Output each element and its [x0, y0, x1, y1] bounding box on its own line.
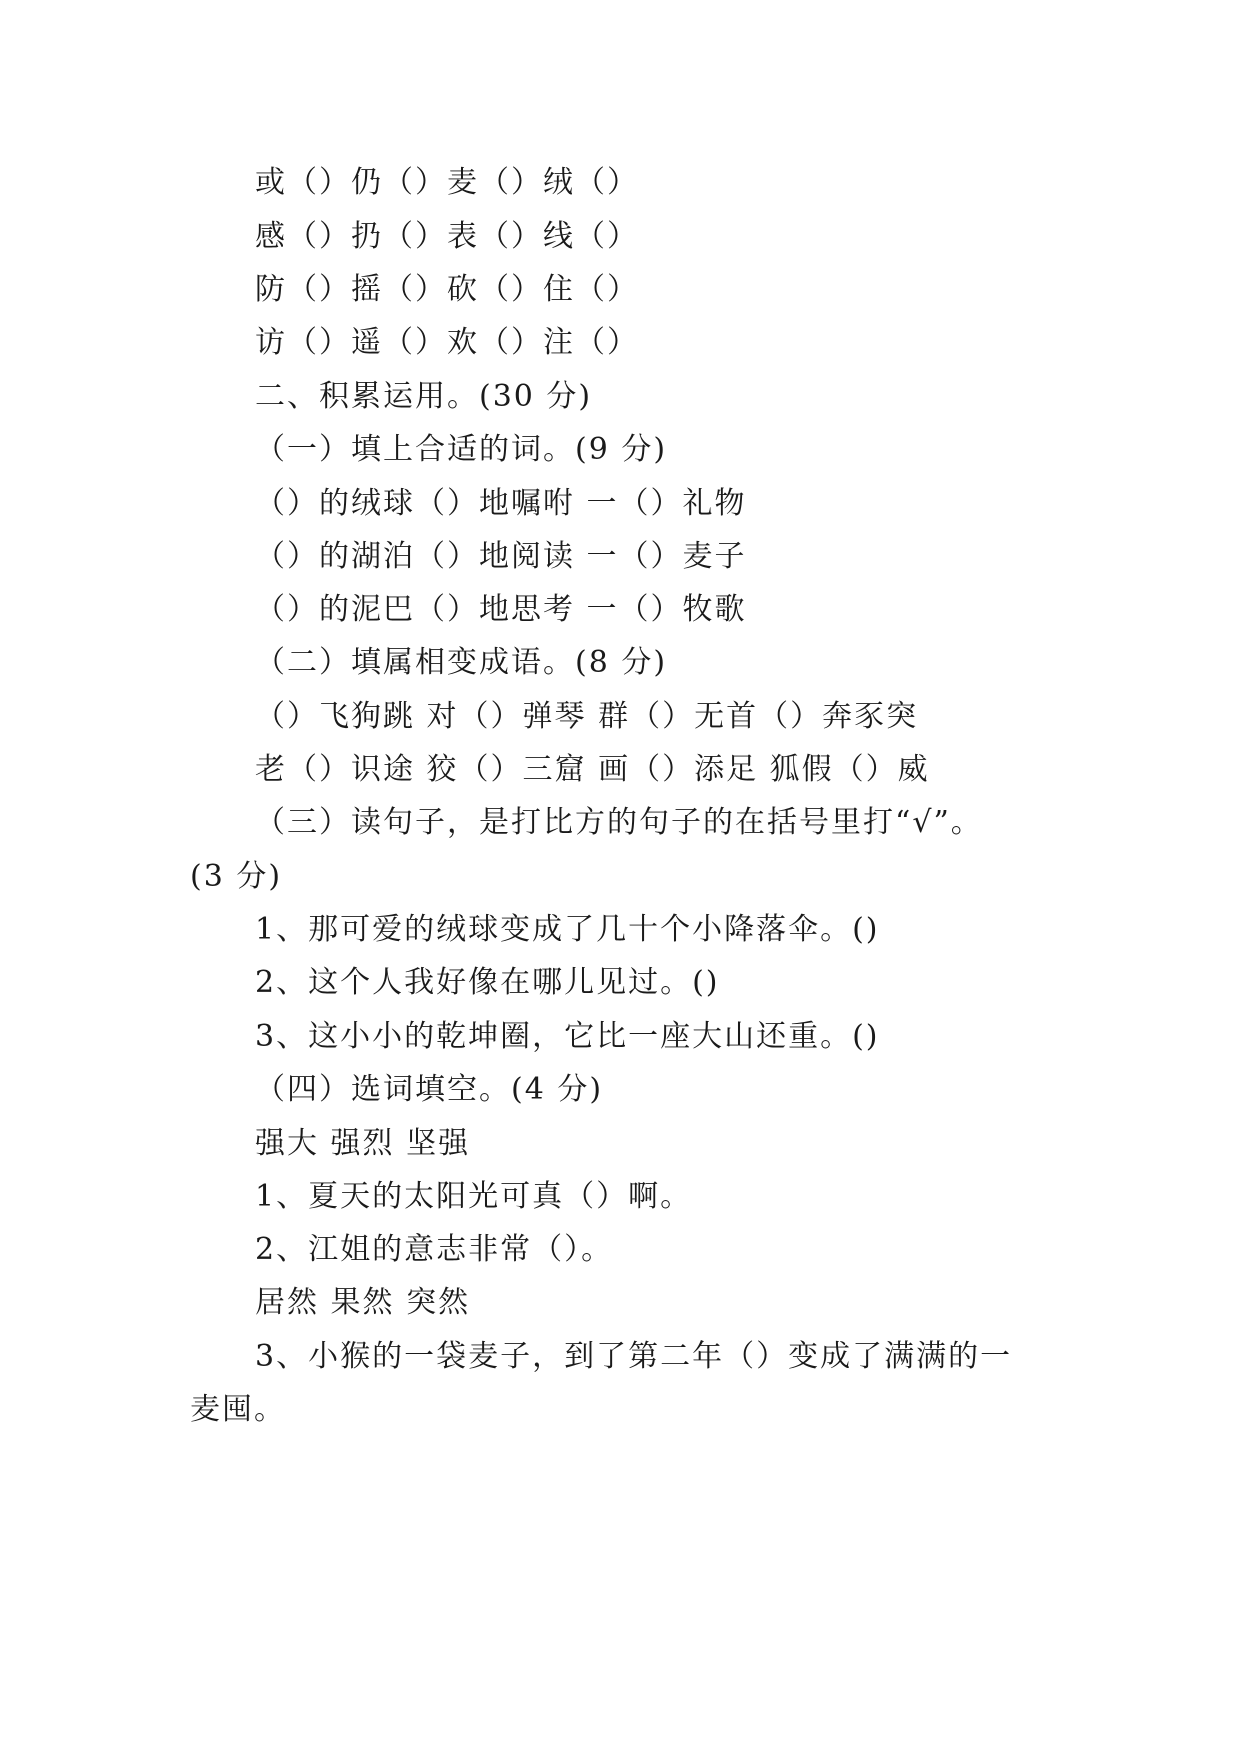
- idiom-row-2: 老（）识途 狡（）三窟 画（）添足 狐假（）威: [255, 752, 930, 787]
- section-heading-2: 二、积累运用。(30 分): [255, 379, 593, 414]
- fill-item-3: 3、小猴的一袋麦子，到了第二年（）变成了满满的一: [255, 1339, 1013, 1374]
- word-fill-row-3: （）的泥巴（）地思考 一（）牧歌: [255, 592, 747, 627]
- subsection-3-score: (3 分): [190, 859, 283, 894]
- sentence-item-2: 2、这个人我好像在哪儿见过。(): [255, 965, 720, 1000]
- char-group-row-4: 访（）遥（）欢（）注（）: [255, 325, 639, 360]
- fill-item-1: 1、夏天的太阳光可真（）啊。: [255, 1179, 693, 1214]
- char-group-row-2: 感（）扔（）表（）线（）: [255, 219, 639, 254]
- word-fill-row-1: （）的绒球（）地嘱咐 一（）礼物: [255, 486, 747, 521]
- char-group-row-3: 防（）摇（）砍（）住（）: [255, 272, 639, 307]
- word-fill-row-2: （）的湖泊（）地阅读 一（）麦子: [255, 539, 747, 574]
- subsection-2-heading: （二）填属相变成语。(8 分): [255, 645, 668, 680]
- word-choices-2: 居然 果然 突然: [255, 1285, 471, 1320]
- sentence-item-3: 3、这小小的乾坤圈，它比一座大山还重。(): [255, 1019, 880, 1054]
- sentence-item-1: 1、那可爱的绒球变成了几十个小降落伞。(): [255, 912, 880, 947]
- fill-item-3-continued: 麦囤。: [190, 1392, 286, 1427]
- word-choices-1: 强大 强烈 坚强: [255, 1126, 471, 1161]
- idiom-row-1: （）飞狗跳 对（）弹琴 群（）无首（）奔豕突: [255, 699, 919, 734]
- fill-item-2: 2、江姐的意志非常（）。: [255, 1232, 614, 1267]
- subsection-3-heading: （三）读句子，是打比方的句子的在括号里打“√”。: [255, 805, 983, 840]
- subsection-4-heading: （四）选词填空。(4 分): [255, 1072, 604, 1107]
- subsection-1-heading: （一）填上合适的词。(9 分): [255, 432, 668, 467]
- char-group-row-1: 或（）仍（）麦（）绒（）: [255, 165, 639, 200]
